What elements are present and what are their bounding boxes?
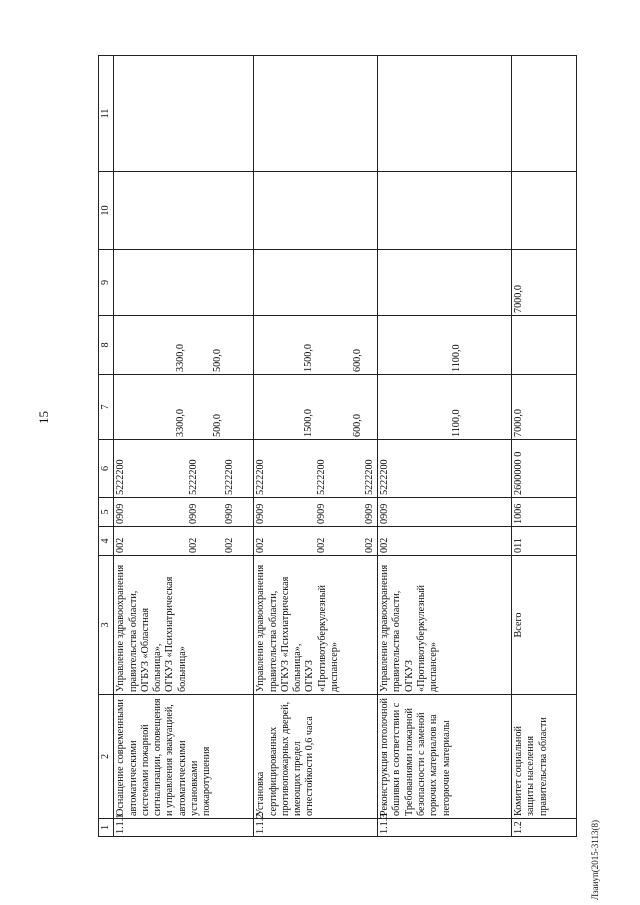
col7-value: 1500,0 — [303, 408, 315, 437]
col11-cell — [254, 56, 378, 172]
col7-value: 3300,0 — [175, 408, 187, 437]
col9-cell: 7000,0 — [512, 250, 577, 316]
col5-cell: 1006 — [512, 498, 577, 527]
col6-cell — [114, 440, 254, 498]
measure-name: Комитет социальной защиты населения правительства области — [512, 695, 577, 819]
col7-cell: 7000,0 — [512, 375, 577, 440]
executor-line: ОГКУЗ «Психиатрическая больница» — [164, 576, 188, 692]
executor-cell: Всего — [512, 556, 577, 695]
col4-cell: 011 — [512, 527, 577, 556]
table-row-1-1-2 — [254, 56, 378, 837]
col5-value: 0909 — [255, 503, 267, 524]
table-row-1-2 — [512, 56, 577, 837]
col11-cell — [512, 56, 577, 172]
executor-line: ОГКУЗ «Противотуберкулезный диспансер» — [403, 584, 440, 692]
col7-value: 500,0 — [211, 414, 223, 437]
col8-cell — [254, 316, 378, 375]
col6-value: 5222200 — [223, 459, 235, 495]
col10-cell — [378, 172, 512, 250]
col5-value: 0909 — [115, 503, 127, 524]
header-col-5: 5 — [99, 498, 114, 527]
header-col-1: 1 — [99, 819, 114, 837]
col11-cell — [114, 56, 254, 172]
row-number: 1.2 — [512, 819, 577, 837]
col5-cell — [254, 498, 378, 527]
col10-cell — [114, 172, 254, 250]
col6-value: 5222200 — [363, 459, 375, 495]
col5-value: 0909 — [363, 503, 375, 524]
col7-cell — [378, 375, 512, 440]
col8-cell — [512, 316, 577, 375]
col6-cell — [254, 440, 378, 498]
measure-name: Оснащение современными автоматическими системами пожарной сигнализации, оповещения и управления эвакуацией, автоматическими установками пожаротушения — [114, 695, 254, 819]
col7-value: 600,0 — [351, 414, 363, 437]
row-number: 1.1.2 — [254, 819, 378, 837]
col5-cell: 0909 — [378, 498, 512, 527]
col8-cell — [114, 316, 254, 375]
col5-value: 0909 — [187, 503, 199, 524]
col4-value: 002 — [187, 537, 199, 553]
col6-value: 5222200 — [115, 459, 127, 495]
executor-cell — [378, 556, 512, 695]
col8-value: 600,0 — [351, 349, 363, 372]
header-row — [99, 56, 114, 837]
header-col-10: 10 — [99, 172, 114, 250]
header-col-7: 7 — [99, 375, 114, 440]
header-col-6: 6 — [99, 440, 114, 498]
col7-cell — [254, 375, 378, 440]
col6-value: 5222200 — [315, 459, 327, 495]
executor-cell — [254, 556, 378, 695]
col4-value: 002 — [223, 537, 235, 553]
table-row-1-1-1 — [114, 56, 254, 837]
col5-value: 0909 — [315, 503, 327, 524]
document-code: Лзаиуп(2015-3113(8) — [590, 820, 600, 900]
col4-cell — [254, 527, 378, 556]
table-row-1-1-3 — [378, 56, 512, 837]
executor-line: ОГКУЗ «Противотуберкулезный диспансер» — [304, 584, 341, 692]
executor-cell — [114, 556, 254, 695]
col8-value: 3300,0 — [175, 343, 187, 372]
program-table — [98, 55, 577, 837]
col4-value: 002 — [315, 537, 327, 553]
col8-cell — [378, 316, 512, 375]
col6-value: 5222200 — [187, 459, 199, 495]
header-col-8: 8 — [99, 316, 114, 375]
header-col-9: 9 — [99, 250, 114, 316]
col8-value: 1500,0 — [303, 343, 315, 372]
col6-value: 5222200 — [255, 459, 267, 495]
col7-value: 1100,0 — [451, 409, 463, 437]
col9-cell — [378, 250, 512, 316]
row-number: 1.1.1 — [114, 819, 254, 837]
header-col-11: 11 — [99, 56, 114, 172]
col6-cell: 2600000 0 — [512, 440, 577, 498]
col4-value: 002 — [255, 537, 267, 553]
col8-value: 500,0 — [211, 349, 223, 372]
col11-cell — [378, 56, 512, 172]
executor-line: Управление здравоохранения правительства области, — [379, 564, 403, 692]
page-number: 15 — [36, 411, 51, 424]
executor-line: ОГКУЗ «Психиатрическая больница», — [279, 576, 304, 692]
col4-value: 002 — [363, 537, 375, 553]
col4-cell: 002 — [378, 527, 512, 556]
executor-line: Управление здравоохранения правительства области, — [255, 564, 279, 692]
col8-value: 1100,0 — [451, 344, 463, 372]
col10-cell — [512, 172, 577, 250]
header-col-2: 2 — [99, 695, 114, 819]
col4-value: 002 — [115, 537, 127, 553]
col7-cell — [114, 375, 254, 440]
header-col-3: 3 — [99, 556, 114, 695]
col9-cell — [254, 250, 378, 316]
measure-name: Реконструкция потолочной обшивки в соответствии с Требованиями пожарной безопасности с заменой горючих материалов на негорючие материалы — [378, 695, 512, 819]
header-col-4: 4 — [99, 527, 114, 556]
executor-line: ОГБУЗ «Областная больница», — [139, 607, 164, 692]
measure-name: Установка сертифицированных противопожарных дверей, имеющих предел огнестойкости 0,6 часа — [254, 695, 378, 819]
executor-line: Управление здравоохранения правительства области, — [115, 564, 139, 692]
col4-cell — [114, 527, 254, 556]
col5-value: 0909 — [223, 503, 235, 524]
col6-cell: 5222200 — [378, 440, 512, 498]
program-table-rotated — [98, 56, 577, 837]
col5-cell — [114, 498, 254, 527]
row-number: 1.1.3 — [378, 819, 512, 837]
col9-cell — [114, 250, 254, 316]
col10-cell — [254, 172, 378, 250]
